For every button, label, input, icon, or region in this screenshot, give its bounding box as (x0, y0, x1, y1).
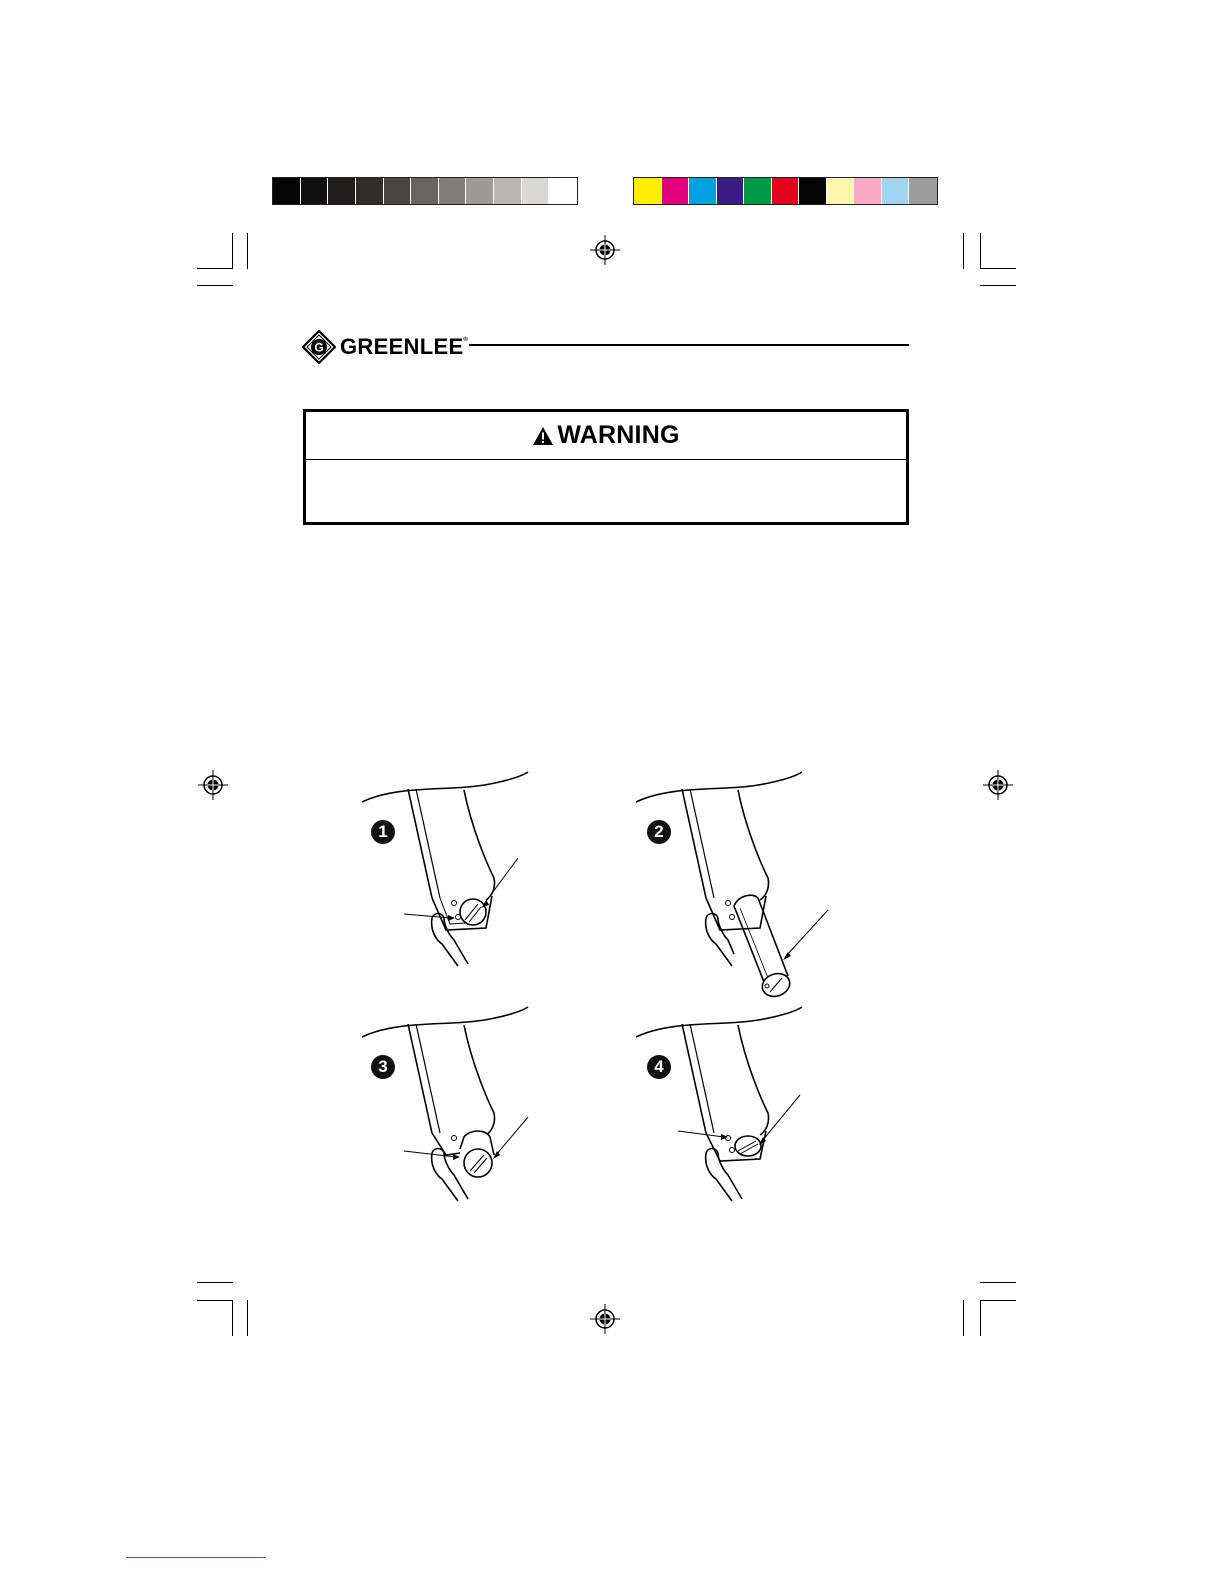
crop-mark (980, 1300, 981, 1336)
crop-mark (980, 268, 1016, 269)
warning-body (306, 460, 906, 520)
crop-mark (980, 233, 981, 269)
crop-mark (963, 233, 964, 269)
color-swatch (634, 178, 662, 204)
step-number-badge: 4 (647, 1055, 671, 1079)
color-swatch (328, 178, 356, 204)
crop-mark (247, 1300, 248, 1336)
color-swatch (909, 178, 937, 204)
registration-mark-icon (590, 1304, 620, 1334)
color-swatch (384, 178, 412, 204)
color-swatch (717, 178, 745, 204)
crop-mark (963, 1300, 964, 1336)
greenlee-diamond-logo-icon (302, 330, 336, 364)
header-rule (469, 344, 909, 346)
figure-step-3-illustration (360, 1005, 540, 1215)
warning-header (306, 412, 906, 460)
step-number-badge: 2 (647, 820, 671, 844)
crop-mark (197, 285, 233, 286)
warning-title: WARNING (557, 421, 680, 449)
crop-mark (197, 1300, 233, 1301)
color-swatch (689, 178, 717, 204)
color-swatch (882, 178, 910, 204)
crop-mark (980, 1300, 1016, 1301)
footer-link-underline (126, 1557, 266, 1558)
figure-step-2-illustration (634, 770, 834, 1010)
color-swatch (411, 178, 439, 204)
color-swatch (494, 178, 522, 204)
registration-mark-icon (983, 770, 1013, 800)
color-swatch (772, 178, 800, 204)
crop-mark (980, 1282, 1016, 1283)
greenlee-logo (302, 330, 468, 364)
crop-mark (247, 233, 248, 269)
crop-mark (232, 233, 233, 269)
step-number-badge: 3 (371, 1055, 395, 1079)
color-swatch (827, 178, 855, 204)
grayscale-color-bar (272, 177, 578, 205)
figure-step-4-illustration (634, 1005, 814, 1215)
color-swatch (799, 178, 827, 204)
trademark-symbol: ® (463, 337, 469, 343)
color-swatch (356, 178, 384, 204)
brand-name-text: GREENLEE (340, 334, 464, 359)
logo-mark-letter: G (314, 340, 324, 355)
color-swatch (522, 178, 550, 204)
crop-mark (232, 1300, 233, 1336)
color-swatch (439, 178, 467, 204)
color-swatch (549, 178, 577, 204)
registration-mark-icon (590, 235, 620, 265)
brand-name (340, 334, 468, 360)
warning-triangle-icon (532, 426, 554, 446)
warning-box (303, 409, 909, 525)
color-swatch (854, 178, 882, 204)
figure-step-1-illustration (360, 770, 540, 980)
color-swatch (466, 178, 494, 204)
color-swatch (301, 178, 329, 204)
process-color-bar (633, 177, 938, 205)
crop-mark (980, 285, 1016, 286)
registration-mark-icon (198, 770, 228, 800)
crop-mark (197, 1282, 233, 1283)
color-swatch (273, 178, 301, 204)
crop-mark (197, 268, 233, 269)
step-number-badge: 1 (371, 820, 395, 844)
color-swatch (662, 178, 690, 204)
color-swatch (744, 178, 772, 204)
